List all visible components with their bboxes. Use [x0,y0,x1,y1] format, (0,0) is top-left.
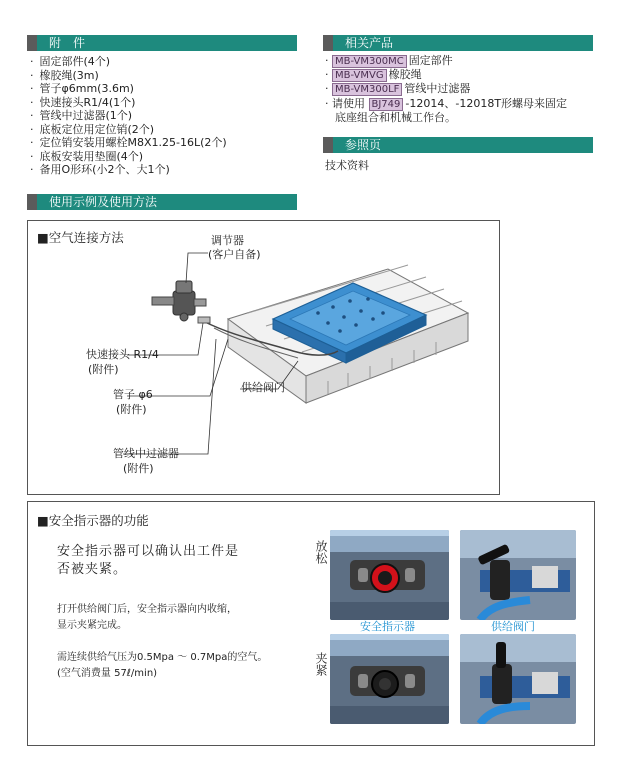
accessory-item: · 管子φ6mm(3.6m) [30,82,300,96]
header-mark [27,194,37,210]
accessory-item: · 底板定位用定位销(2个) [30,123,300,137]
related-item-tag[interactable]: MB-VM300LF [332,83,402,96]
caption-indicator: 安全指示器 [360,620,415,633]
caption-valve: 供给阀门 [491,620,535,633]
accessory-item: · 定位销安装用螺栓M8X1.25-16L(2个) [30,136,300,150]
related-item-tag[interactable]: MB-VMVG [332,69,387,82]
related-item: · MB-VM300MC 固定部件 [325,54,453,67]
accessory-item: · 固定部件(4个) [30,55,300,69]
air-connection-box [27,220,500,495]
header-mark [323,35,333,51]
related-note-tag[interactable]: BJ749 [369,98,404,111]
safety-para-1a: 打开供给阀门后，安全指示器向内收缩， [57,604,237,615]
tube-label: 管子 φ6 [113,388,153,401]
related-note: · 请使用 BJ749 -12014、-12018T形螺母来固定 底座组合和机械工作台。 [325,97,568,124]
related-item-text: 固定部件 [408,54,453,67]
valve-released-photo [460,530,576,620]
accessory-item: · 备用O形环(小2个、大1个) [30,163,300,177]
clamp-label: 夹紧 [314,652,328,676]
safety-title: ■安全指示器的功能 [37,513,149,528]
accessory-item: · 橡胶绳(3m) [30,69,300,83]
accessory-item: · 快速接头R1/4(1个) [30,96,300,110]
air-connection-title: ■空气连接方法 [37,230,124,245]
related-title: 相关产品 [345,36,394,50]
usage-title: 使用示例及使用方法 [49,195,158,209]
related-item: · MB-VMVG 橡胶绳 [325,68,422,81]
coupler-icon [198,317,210,323]
valve-clamped-photo [460,634,576,724]
filter-sub-label: (附件) [123,462,154,475]
related-list [325,54,595,96]
tube-sub-label: (附件) [116,403,147,416]
safety-indicator-box [27,501,595,746]
indicator-clamped-photo [330,634,449,724]
related-item: · MB-VM300LF 管线中过滤器 [325,82,471,95]
coupler-sub-label: (附件) [88,363,119,376]
safety-para-2a: 需连续供给气压为0.5Mpa ～ 0.7Mpa的空气。 [57,652,268,663]
regulator-label: 调节器 [211,234,244,247]
related-note-suffix: -12014、-12018T形螺母来固定 [405,97,568,110]
filter-label: 管线中过滤器 [113,447,179,460]
accessories-list [30,55,300,177]
related-item-text: 橡胶绳 [388,68,422,81]
accessories-title: 附 件 [49,36,86,50]
related-item-text: 管线中过滤器 [404,82,471,95]
safety-lead-1: 安全指示器可以确认出工件是 [57,544,240,559]
valve-label: 供给阀门 [241,381,285,394]
header-mark [27,35,37,51]
reference-text[interactable]: 技术资料 [325,159,369,172]
safety-para-1b: 显示夹紧完成。 [57,620,127,631]
related-note-line2: 底座组合和机械工作台。 [335,111,456,124]
safety-lead-2: 否被夹紧。 [57,562,128,577]
accessory-item: · 底板安装用垫圈(4个) [30,150,300,164]
coupler-label: 快速接头 R1/4 [86,348,159,361]
reference-title: 参照页 [345,138,382,152]
related-item-tag[interactable]: MB-VM300MC [332,55,407,68]
release-label: 放松 [314,540,328,564]
header-mark [323,137,333,153]
indicator-released-photo [330,530,449,620]
accessories-header [27,35,297,51]
regulator-icon [152,281,206,321]
usage-header [27,194,297,210]
regulator-sub-label: (客户自备) [208,248,261,261]
reference-header [323,137,593,153]
accessory-item: · 管线中过滤器(1个) [30,109,300,123]
safety-para-2b: (空气消费量 57ℓ/min) [57,668,158,679]
related-header [323,35,593,51]
related-note-prefix: 请使用 [332,97,365,110]
